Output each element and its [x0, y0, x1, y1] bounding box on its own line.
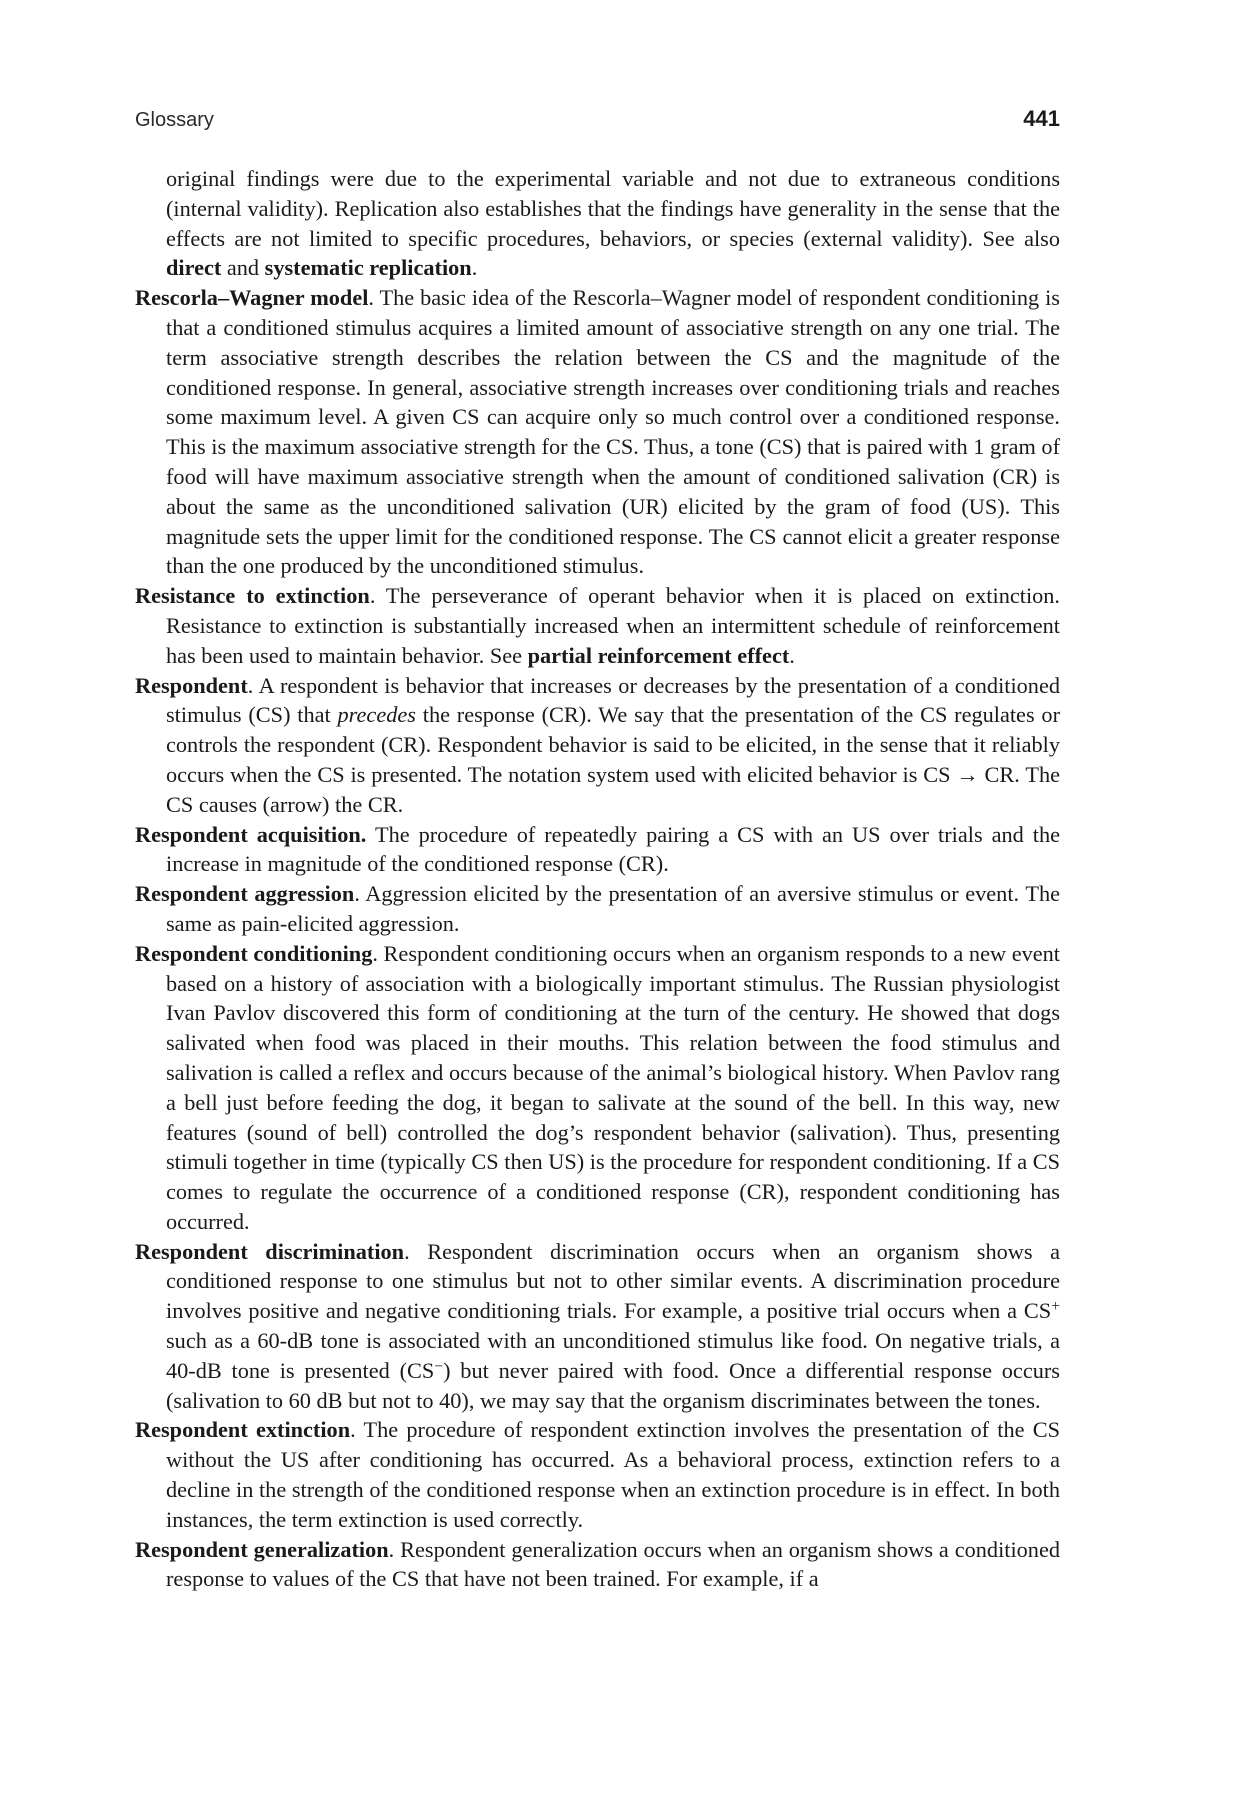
entry-term: Resistance to extinction: [135, 583, 370, 609]
glossary-entry: [135, 939, 1060, 1237]
entry-definition: . Respondent generalization occurs when an organism shows a conditioned response to values of the CS that have not been trained. For example, if a: [166, 1536, 1060, 1592]
glossary-entry: Respondent. A respondent is behavior that increases or decreases by the presentation of a conditioned stimulus (CS) that precedes the response (CR). We say that the presentation of the CS regulates or controls the respondent (CR). Respondent behavior is said to be elicited, in the sense that it reliably occurs when the CS is presented. The notation system used with elicited behavior is CS → CR. The CS causes (arrow) the CR.: [135, 672, 1060, 817]
glossary-entry: [135, 1535, 1060, 1595]
running-head: [135, 106, 1060, 132]
glossary-entry: [135, 283, 1060, 581]
entry-definition: . The procedure of respondent extinction involves the presentation of the CS without the US after conditioning has occurred. As a behavioral process, extinction refers to a decline in the strength of the conditioned response when an extinction procedure is in effect. In both instances, the term extinction is used correctly.: [166, 1417, 1060, 1532]
glossary-entry: Resistance to extinction. The perseverance of operant behavior when it is placed on extinction. Resistance to extinction is substantially increased when an intermittent schedule of reinforcement has been used to maintain behavior. See partial reinforcement effect.: [135, 583, 1061, 668]
emphasis: precedes: [337, 702, 416, 728]
superscript: +: [1051, 1298, 1060, 1316]
entry-definition: . Respondent conditioning occurs when an organism responds to a new event based on a history of association with a biologically important stimulus. The Russian physiologist Ivan Pavlov discovered this form of conditioning at the turn of the century. He showed that dogs salivated when food was placed in their mouths. This relation between the food stimulus and salivation is called a reflex and occurs because of the animal’s biological history. When Pavlov rang a bell just before feeding the dog, it began to salivate at the sound of the bell. In this way, new features (sound of bell) controlled the dog’s respondent behavior (salivation). Thus, presenting stimuli together in time (typically CS then US) is the procedure for respondent conditioning. If a CS comes to regulate the occurrence of a conditioned response (CR), respondent conditioning has occurred.: [166, 940, 1060, 1234]
entry-term: Respondent conditioning: [135, 940, 373, 966]
glossary-entry: [135, 1415, 1060, 1534]
entry-definition: . The perseverance of operant behavior when it is placed on extinction. Resistance to extinction is substantially increased when an intermittent schedule of reinforcement has been used to maintain behavior. See: [166, 583, 1061, 668]
section-title: Glossary: [135, 109, 214, 131]
entry-term: Rescorla–Wagner model: [135, 285, 369, 311]
continuation-paragraph: original findings were due to the experimental variable and not due to extraneous conditions (internal validity). Replication also establishes that the findings have generality in the sense that the effects are not limited to specific procedures, behaviors, or species (external validity). See also direct and systematic replication.: [166, 166, 1060, 281]
glossary-entry: Respondent discrimination. Respondent discrimination occurs when an organism shows a conditioned response to one stimulus but not to other similar events. A discrimination procedure involves positive and negative conditioning trials. For example, a positive trial occurs when a CS+ such as a 60-dB tone is associated with an unconditioned stimulus like food. On negative trials, a 40-dB tone is presented (CS−) but never paired with food. Once a differential response occurs (salivation to 60 dB but not to 40), we may say that the organism discriminates between the tones.: [135, 1238, 1060, 1413]
entry-term: Respondent acquisition.: [135, 821, 367, 847]
superscript: −: [434, 1357, 444, 1375]
entry-definition: The procedure of repeatedly pairing a CS with an US over trials and the increase in magnitude of the conditioned response (CR).: [166, 821, 1061, 877]
entry-term: Respondent aggression: [135, 881, 355, 907]
entry-definition: . Aggression elicited by the presentation of an aversive stimulus or event. The same as pain-elicited aggression.: [166, 881, 1060, 936]
cross-reference: systematic replication: [264, 255, 472, 281]
cross-reference: partial reinforcement effect: [527, 642, 790, 668]
entry-definition: . The basic idea of the Rescorla–Wagner model of respondent conditioning is that a conditioned stimulus acquires a limited amount of associative strength on any one trial. The term associative strength describes the relation between the CS and the magnitude of the conditioned response. In general, associative strength increases over conditioning trials and reaches some maximum level. A given CS can acquire only so much control over a conditioned response. This is the maximum associative strength for the CS. Thus, a tone (CS) that is paired with 1 gram of food will have maximum associative strength when the amount of conditioned salivation (CR) is about the same as the unconditioned salivation (UR) elicited by the gram of food (US). This magnitude sets the upper limit for the conditioned response. The CS cannot elicit a greater response than the one produced by the unconditioned stimulus.: [166, 285, 1060, 579]
glossary-body: [135, 164, 1060, 1594]
page-number: 441: [1023, 106, 1060, 131]
entry-term: Respondent extinction: [135, 1417, 351, 1443]
entry-term: Respondent generalization: [135, 1536, 389, 1562]
glossary-entry: [135, 820, 1060, 880]
entry-term: Respondent: [135, 672, 248, 698]
entry-definition: . Respondent discrimination occurs when an organism shows a conditioned response to one stimulus but not to other similar events. A discrimination procedure involves positive and negative conditioning trials. For example, a positive trial occurs when a CS: [166, 1238, 1060, 1324]
cross-reference: direct: [166, 255, 222, 281]
entry-definition: . A respondent is behavior that increases or decreases by the presentation of a conditioned stimulus (CS) that: [166, 672, 1060, 728]
glossary-entry: [135, 879, 1060, 939]
entry-term: Respondent discrimination: [135, 1238, 405, 1264]
